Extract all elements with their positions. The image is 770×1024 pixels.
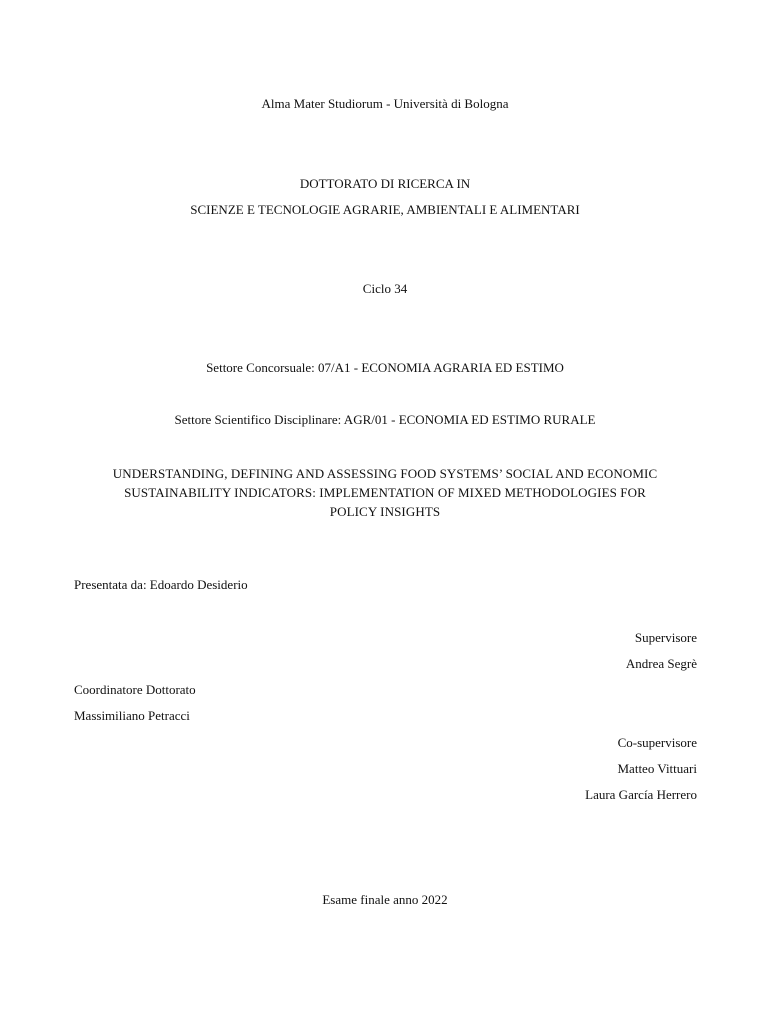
university-name: Alma Mater Studiorum - Università di Bologna <box>261 96 509 111</box>
settore-disciplinare: Settore Scientifico Disciplinare: AGR/01 - ECONOMIA ED ESTIMO RURALE <box>174 412 596 427</box>
thesis-title-line: SUSTAINABILITY INDICATORS: IMPLEMENTATION OF MIXED METHODOLOGIES FOR <box>124 485 646 500</box>
co-supervisor-name: Matteo Vittuari <box>617 761 697 776</box>
doctorate-program: SCIENZE E TECNOLOGIE AGRARIE, AMBIENTALI E ALIMENTARI <box>190 202 580 217</box>
cycle-number: Ciclo 34 <box>362 281 408 296</box>
co-supervisor-label: Co-supervisore <box>617 735 697 750</box>
final-exam-year: Esame finale anno 2022 <box>322 892 448 907</box>
coordinator-name: Massimiliano Petracci <box>74 708 190 723</box>
supervisor-label: Supervisore <box>634 630 697 645</box>
thesis-title <box>60 464 710 521</box>
coordinator-label: Coordinatore Dottorato <box>74 682 196 697</box>
settore-concorsuale: Settore Concorsuale: 07/A1 - ECONOMIA AGRARIA ED ESTIMO <box>206 360 564 375</box>
thesis-title-line: UNDERSTANDING, DEFINING AND ASSESSING FOOD SYSTEMS’ SOCIAL AND ECONOMIC <box>112 466 658 481</box>
presented-by: Presentata da: Edoardo Desiderio <box>74 577 248 592</box>
supervisor-name: Andrea Segrè <box>625 656 697 671</box>
doctorate-heading: DOTTORATO DI RICERCA IN <box>299 176 471 191</box>
thesis-title-line: POLICY INSIGHTS <box>329 504 441 519</box>
co-supervisor-name: Laura García Herrero <box>585 787 697 802</box>
